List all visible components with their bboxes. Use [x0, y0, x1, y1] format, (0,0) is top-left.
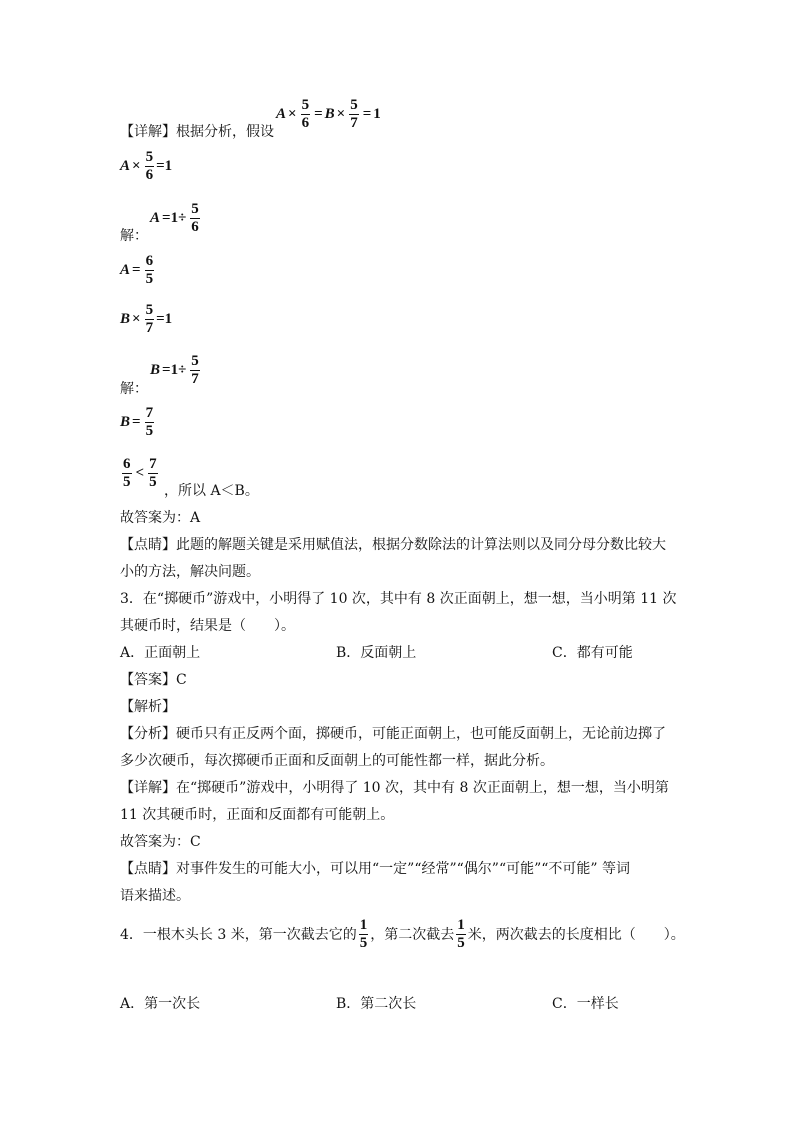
detail-label: 【详解】 — [120, 124, 176, 140]
solve-label: 解： — [120, 381, 148, 397]
q2-dianjing-line2: 小的方法，解决问题。 — [120, 564, 260, 580]
q3-option-a[interactable]: A．正面朝上 — [120, 645, 201, 661]
times-sign: × — [288, 106, 297, 122]
fraction: $\frac{5}{6}$ — [301, 97, 310, 131]
step-equation: A =1÷ $\frac{5}{6}$ — [150, 201, 199, 235]
q4-option-b[interactable]: B．第二次长 — [336, 996, 417, 1012]
var-b: B — [324, 106, 335, 122]
step-equation: A = $\frac{6}{5}$ — [120, 253, 154, 287]
detail-text: 根据分析，假设 — [176, 124, 274, 140]
q3-xiangjie-line2: 11 次其硬币时，正面和反面都有可能朝上。 — [120, 807, 395, 823]
q3-final-answer: 故答案为：C — [120, 834, 201, 850]
step-equation: A × $\frac{5}{6}$ =1 — [120, 149, 173, 183]
solve-label: 解： — [120, 228, 148, 244]
q3-analysis-label: 【解析】 — [120, 699, 176, 715]
step-equation: B = $\frac{7}{5}$ — [120, 405, 154, 439]
assume-equation — [276, 98, 381, 131]
times-sign: × — [336, 106, 346, 122]
q3-answer: 【答案】C — [120, 672, 187, 688]
q3-fenxi-line2: 多少次硬币，每次掷硬币正面和反面朝上的可能性都一样，据此分析。 — [120, 753, 554, 769]
fraction: $\frac{5}{7}$ — [350, 97, 358, 131]
q3-dianjing-line1: 【点睛】对事件发生的可能大小，可以用“一定”“经常”“偶尔”“可能”“不可能” 等词 — [120, 861, 631, 877]
q3-line1: 3．在“掷硬币”游戏中，小明得了 10 次，其中有 8 次正面朝上，想一想，当小明第 11 次 — [120, 591, 677, 607]
q4-option-c[interactable]: C．一样长 — [552, 996, 619, 1012]
step-equation: B =1÷ $\frac{5}{7}$ — [150, 353, 199, 387]
q3-line2: 其硬币时，结果是（ ）。 — [120, 618, 295, 634]
q3-dianjing-line2: 语来描述。 — [120, 888, 190, 904]
q3-xiangjie-line1: 【详解】在“掷硬币”游戏中，小明得了 10 次，其中有 8 次正面朝上，想一想，当小明第 — [120, 780, 669, 796]
q4-stem: 4．一根木头长 3 米，第一次截去它的 $\frac{1}{5}$ ，第二次截去 $\frac{1}{5}$ 米，两次截去的长度相比（ ）。 — [120, 917, 685, 951]
var-a: A — [276, 106, 287, 122]
q2-dianjing-line1: 【点睛】此题的解题关键是采用赋值法，根据分数除法的计算法则以及同分母分数比较大 — [120, 537, 666, 553]
comparison-text: ，所以 A＜B。 — [164, 483, 259, 499]
q2-answer: 故答案为：A — [120, 510, 201, 526]
equals-sign: = — [314, 106, 323, 122]
step-equation: B × $\frac{5}{7}$ =1 — [120, 302, 173, 336]
q4-option-a[interactable]: A．第一次长 — [120, 996, 201, 1012]
equals-sign: = — [362, 106, 372, 122]
detail-line — [120, 122, 274, 142]
comparison: $\frac{6}{5}$ < $\frac{7}{5}$ — [123, 456, 157, 490]
q3-option-c[interactable]: C．都有可能 — [552, 645, 633, 661]
q3-fenxi-line1: 【分析】硬币只有正反两个面，掷硬币，可能正面朝上，也可能反面朝上，无论前边掷了 — [120, 726, 666, 742]
q3-option-b[interactable]: B．反面朝上 — [336, 645, 417, 661]
one: 1 — [373, 106, 381, 122]
